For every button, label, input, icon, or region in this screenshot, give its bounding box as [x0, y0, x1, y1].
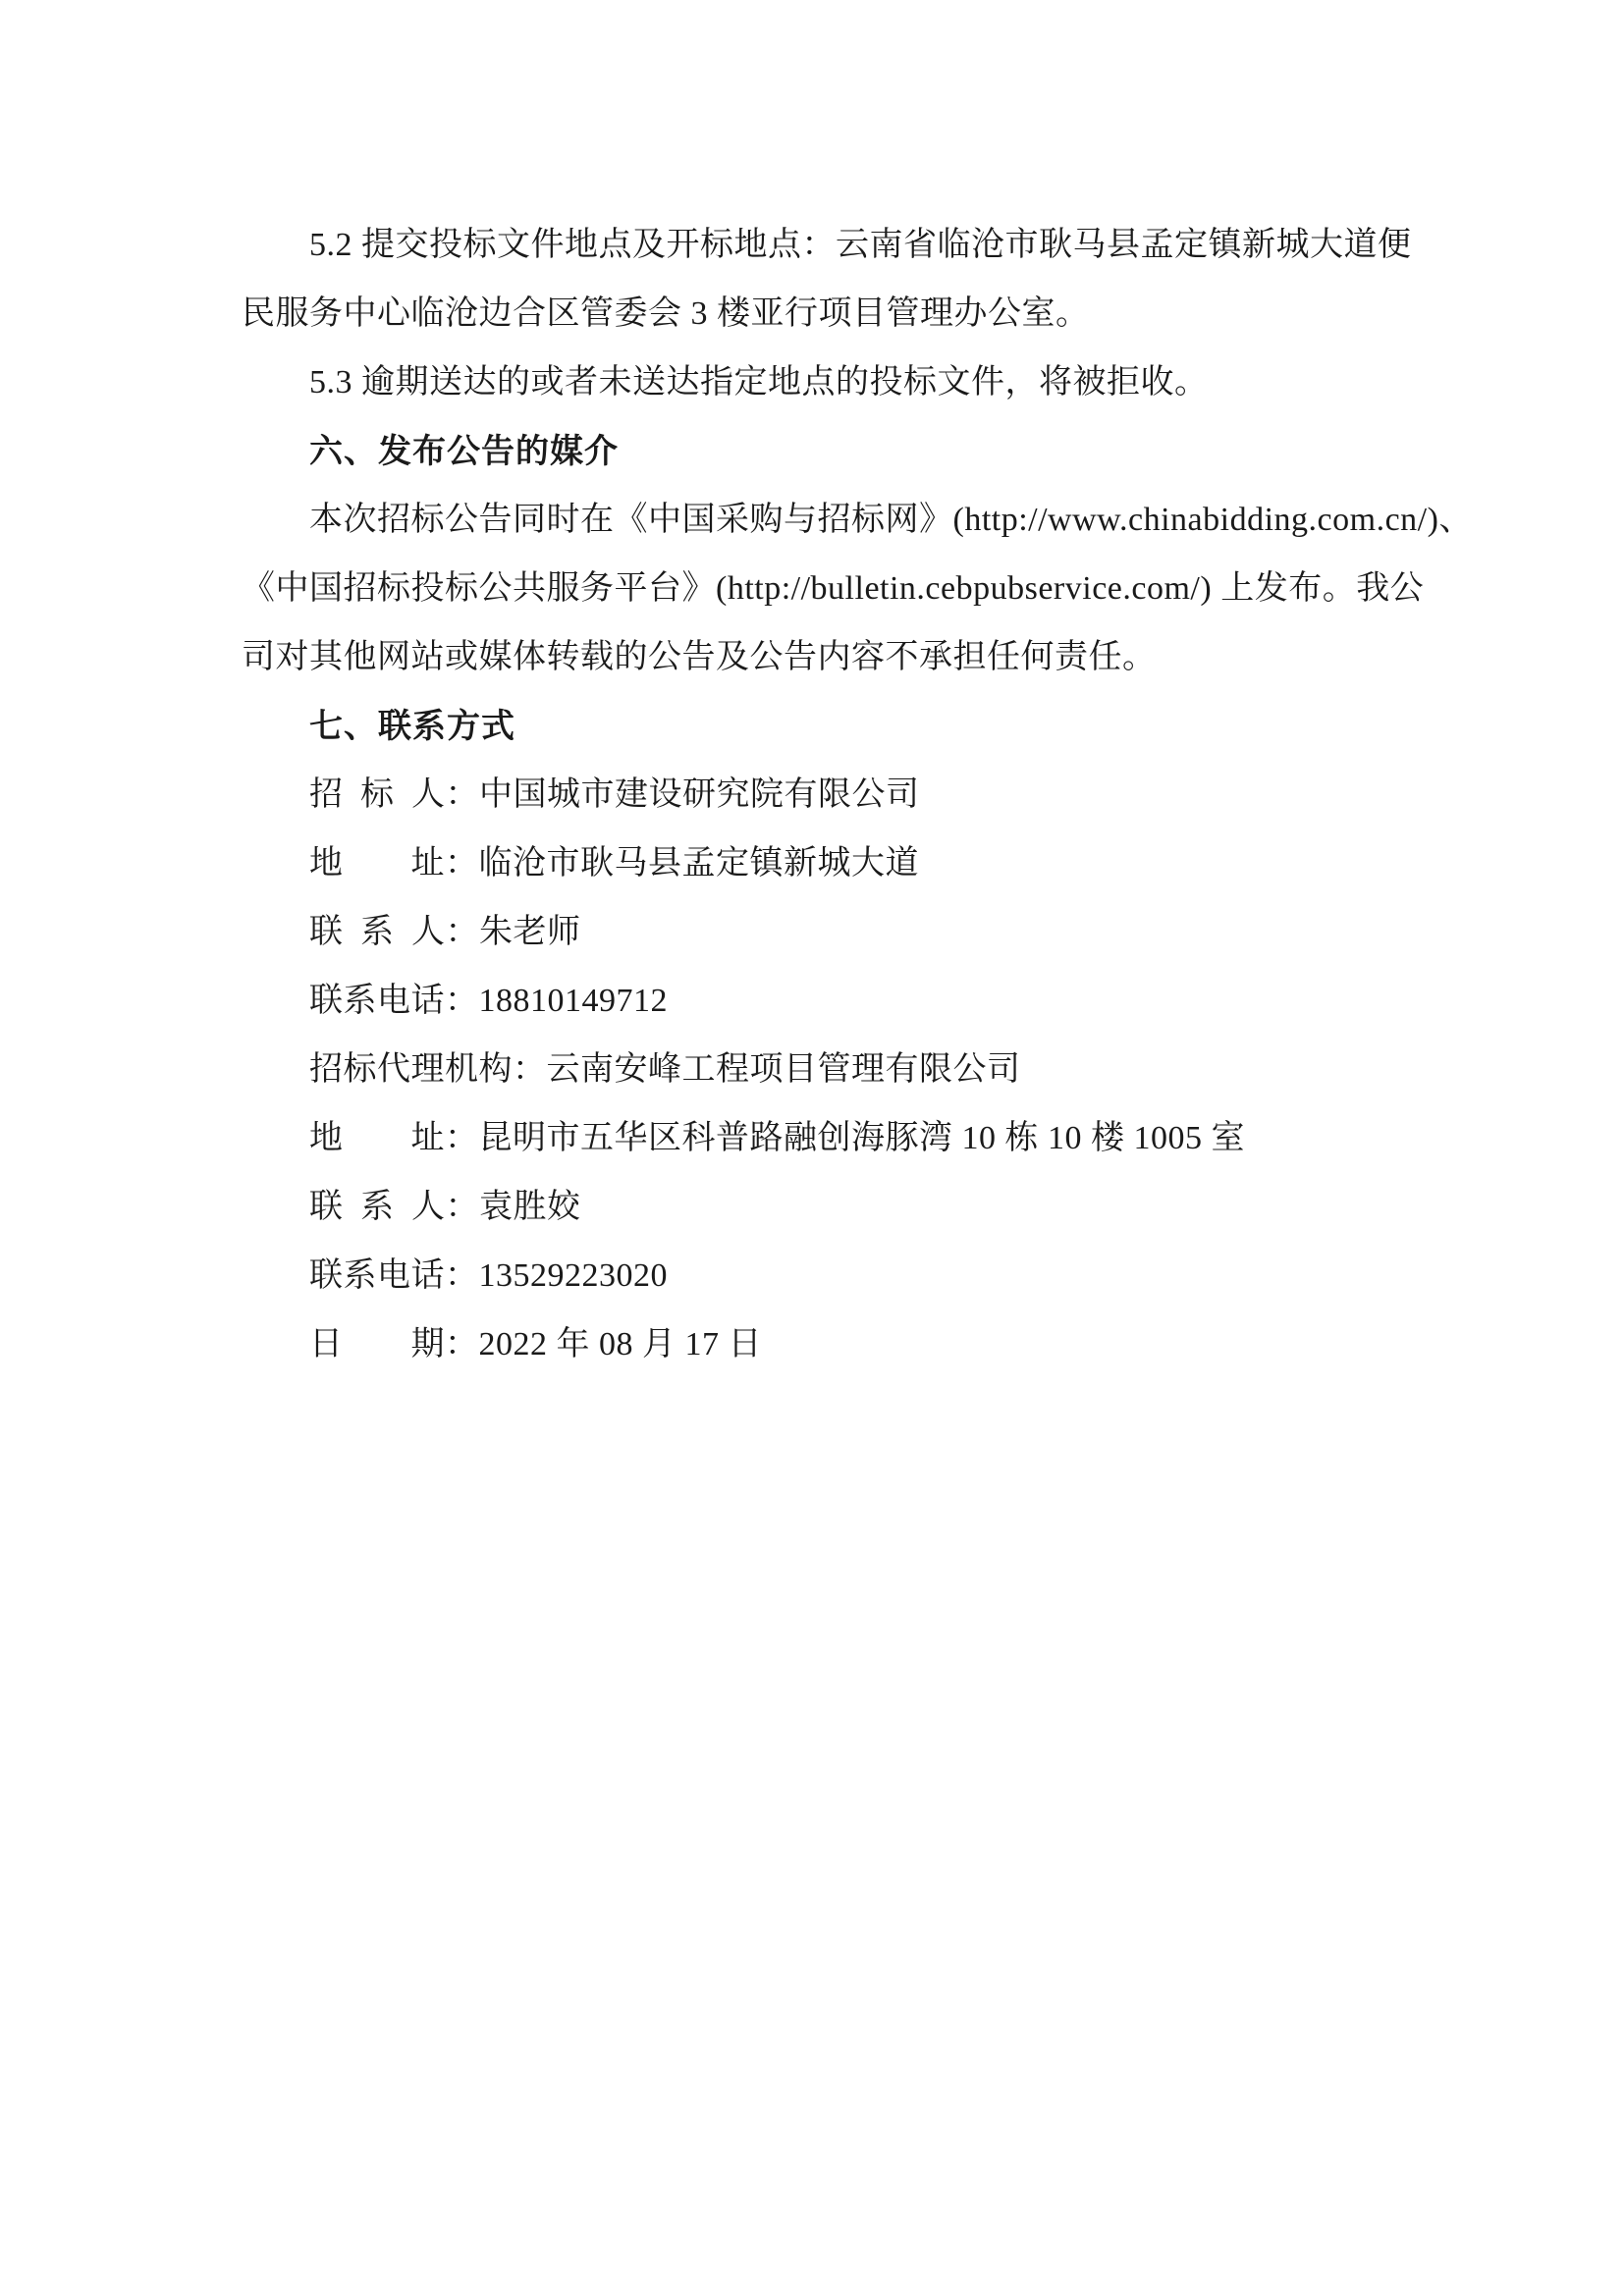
text-line: 招 标 人：中国城市建设研究院有限公司: [309, 776, 920, 813]
text-line: 联 系 人：袁胜姣: [309, 1189, 581, 1225]
text-line: 招标代理机构：云南安峰工程项目管理有限公司: [309, 1051, 1021, 1088]
text-line: 5.2 提交投标文件地点及开标地点：云南省临沧市耿马县孟定镇新城大道便: [309, 227, 1412, 263]
text-line: 5.3 逾期送达的或者未送达指定地点的投标文件，将被拒收。: [309, 364, 1209, 400]
text-line: 司对其他网站或媒体转载的公告及公告内容不承担任何责任。: [242, 639, 1157, 675]
document-content: [242, 211, 1473, 1379]
text-line: 地 址：昆明市五华区科普路融创海豚湾 10 栋 10 楼 1005 室: [309, 1120, 1245, 1156]
text-line: 联系电话：13529223020: [309, 1257, 668, 1294]
section-heading: 六、发布公告的媒介: [309, 433, 619, 470]
text-line: 联 系 人：朱老师: [309, 914, 581, 950]
text-line: 日 期：2022 年 08 月 17 日: [309, 1326, 762, 1362]
text-line: 地 址：临沧市耿马县孟定镇新城大道: [309, 845, 919, 881]
text-line: 《中国招标投标公共服务平台》(http://bulletin.cebpubservice.com/) 上发布。我公: [242, 570, 1425, 607]
text-line: 本次招标公告同时在《中国采购与招标网》(http://www.chinabidding.com.cn/)、: [309, 502, 1473, 538]
text-line: 民服务中心临沧边合区管委会 3 楼亚行项目管理办公室。: [242, 295, 1090, 332]
section-heading: 七、联系方式: [309, 708, 515, 745]
text-line: 联系电话：18810149712: [309, 983, 668, 1019]
